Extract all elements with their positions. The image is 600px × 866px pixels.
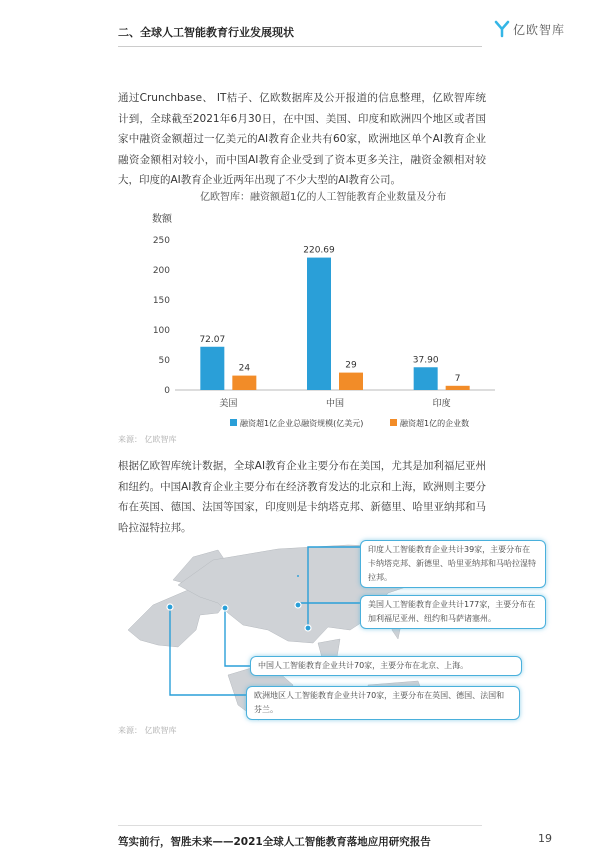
callout-india: 印度人工智能教育企业共计39家，主要分布在卡纳塔克邦、新德里、哈里亚纳邦和马哈拉湿特拉邦。 [360, 540, 546, 588]
category-label: 印度 [432, 399, 451, 409]
data-label: 7 [454, 373, 461, 384]
bar-count [232, 376, 256, 390]
bar-funding [414, 367, 438, 390]
y-tick-label: 100 [152, 326, 170, 336]
data-label: 24 [238, 363, 251, 374]
page-number: 19 [538, 832, 552, 845]
logo-text: 亿欧智库 [513, 22, 566, 37]
bar-count [446, 386, 470, 390]
bar-count [339, 373, 363, 390]
logo-icon [494, 20, 510, 38]
y-tick-label: 0 [164, 386, 170, 396]
data-label: 29 [345, 360, 357, 371]
callout-europe: 欧洲地区人工智能教育企业共计70家，主要分布在英国、德国、法国和芬兰。 [246, 686, 520, 720]
distribution-paragraph: 根据亿欧智库统计数据，全球AI教育企业主要分布在美国，尤其是加利福尼亚州和纽约。中国AI教育企业主要分布在经济教育发达的北京和上海，欧洲则主要分布在英国、德国、法国等国家，印度则是卡纳塔克邦、新德里、哈里亚纳邦和马哈拉湿特拉邦。 [118, 460, 486, 534]
logo [494, 20, 565, 38]
data-label: 220.69 [303, 245, 335, 256]
header-divider [118, 46, 482, 47]
callout-usa: 美国人工智能教育企业共计177家，主要分布在加利福尼亚州、纽约和马萨诸塞州。 [360, 595, 546, 629]
map-source: 来源： 亿欧智库 [118, 726, 177, 735]
footer-title: 笃实前行，智胜未来——2021全球人工智能教育落地应用研究报告 [118, 836, 431, 848]
y-tick-label: 50 [158, 356, 170, 366]
chart-source: 来源： 亿欧智库 [118, 435, 177, 444]
bar-funding [200, 347, 224, 390]
y-tick-label: 250 [152, 236, 170, 246]
legend-swatch [390, 419, 397, 426]
y-tick-label: 150 [152, 296, 170, 306]
bar-chart [140, 228, 510, 434]
legend-label: 融资超1亿的企业数 [400, 419, 470, 428]
data-label: 72.07 [199, 334, 226, 345]
chart-title: 亿欧智库：融资额超1亿的人工智能教育企业数量及分布 [200, 192, 447, 203]
callout-china: 中国人工智能教育企业共计70家，主要分布在北京、上海。 [250, 656, 522, 676]
y-tick-label: 200 [152, 266, 170, 276]
intro-paragraph: 通过Crunchbase、 IT桔子、亿欧数据库及公开报道的信息整理，亿欧智库统计到，全球截至2021年6月30日，在中国、美国、印度和欧洲四个地区或者国家中融资金额超过一亿美元的AI教育企业共有60家，欧洲地区单个AI教育企业融资金额相对较小，而中国AI教育企业受到了资本更多关注，融资金额相对较大，印度的AI教育企业近两年出现了不少大型的AI教育公司。 [118, 92, 486, 186]
footer-divider [118, 825, 482, 826]
category-label: 中国 [325, 399, 345, 409]
legend-label: 融资超1亿企业总融资规模(亿美元) [240, 419, 364, 428]
section-title: 二、全球人工智能教育行业发展现状 [118, 26, 294, 39]
category-label: 美国 [219, 399, 238, 409]
y-axis-label: 数额 [152, 214, 172, 225]
legend-swatch [230, 419, 237, 426]
bar-funding [307, 258, 331, 390]
data-label: 37.90 [412, 355, 439, 366]
